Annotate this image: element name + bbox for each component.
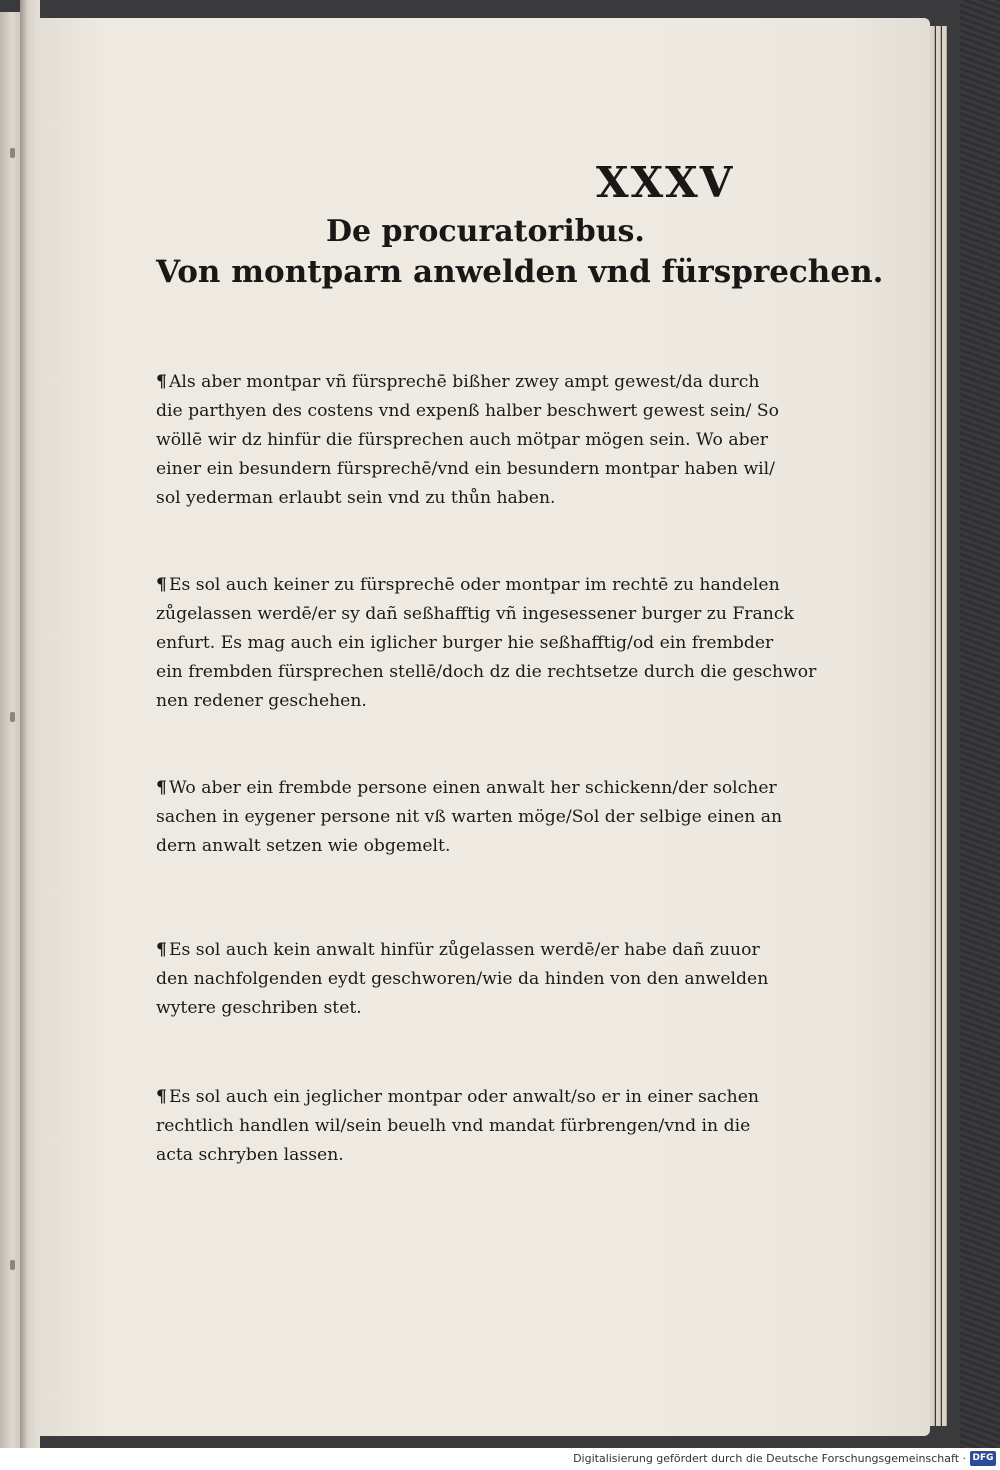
text-line: ¶ Es sol auch keiner zu fürsprechē oder montpar im rechtē zu handelen xyxy=(156,575,780,595)
text-line: ¶ Als aber montpar vñ fürsprechē bißher zwey ampt gewest/da durch xyxy=(156,372,760,392)
paragraph-5 xyxy=(156,1083,776,1170)
binding-thread-mark xyxy=(10,148,15,158)
pilcrow-icon: ¶ xyxy=(156,1087,167,1107)
binding-thread-mark xyxy=(10,1260,15,1270)
text-line: rechtlich handlen wil/sein beuelh vnd mandat fürbrengen/vnd in die xyxy=(156,1116,751,1136)
pilcrow-icon: ¶ xyxy=(156,778,167,798)
binding-thread-mark xyxy=(10,712,15,722)
dfg-logo: DFG xyxy=(970,1451,996,1466)
text-line: acta schryben lassen. xyxy=(156,1145,344,1165)
text-line: ¶ Es sol auch ein jeglicher montpar oder anwalt/so er in einer sachen xyxy=(156,1087,759,1107)
heading-latin: De procuratoribus. xyxy=(326,214,645,249)
text-line: sol yederman erlaubt sein vnd zu thůn haben. xyxy=(156,488,556,508)
paragraph-1 xyxy=(156,368,779,513)
paragraph-3 xyxy=(156,774,783,861)
pilcrow-icon: ¶ xyxy=(156,372,167,392)
text-line: sachen in eygener persone nit vß warten möge/Sol der selbige einen an xyxy=(156,807,783,827)
text-line: ein frembden fürsprechen stellē/doch dz die rechtsetze durch die geschwor xyxy=(156,662,817,682)
text-line: ¶ Es sol auch kein anwalt hinfür zůgelassen werdē/er habe dañ zuuor xyxy=(156,940,760,960)
folio-number: XXXV xyxy=(596,158,735,207)
text-line: nen redener geschehen. xyxy=(156,691,367,711)
book-cover-edge xyxy=(960,0,1000,1448)
heading-german: Von montparn anwelden vnd fürsprechen. xyxy=(156,254,884,290)
paragraph-2 xyxy=(156,571,817,716)
pilcrow-icon: ¶ xyxy=(156,575,167,595)
facing-page-edge xyxy=(0,12,20,1448)
footer-bar xyxy=(0,1448,1000,1470)
paragraph-4 xyxy=(156,936,776,1023)
page-edge-stack xyxy=(930,26,935,1426)
text-line: die parthyen des costens vnd expenß halber beschwert gewest sein/ So xyxy=(156,401,779,421)
text-line: dern anwalt setzen wie obgemelt. xyxy=(156,836,451,856)
text-line: den nachfolgenden eydt geschworen/wie da hinden von den anwelden xyxy=(156,969,769,989)
text-line: ¶ Wo aber ein frembde persone einen anwalt her schickenn/der solcher xyxy=(156,778,777,798)
funding-credit: Digitalisierung gefördert durch die Deutsche Forschungsgemeinschaft · xyxy=(573,1452,966,1465)
page-edge-stack xyxy=(936,26,941,1426)
pilcrow-icon: ¶ xyxy=(156,940,167,960)
text-line: wytere geschriben stet. xyxy=(156,998,362,1018)
text-line: zůgelassen werdē/er sy dañ seßhafftig vñ ingesessener burger zu Franck xyxy=(156,604,794,624)
text-line: wöllē wir dz hinfür die fürsprechen auch mötpar mögen sein. Wo aber xyxy=(156,430,768,450)
page-edge-stack xyxy=(942,26,947,1426)
text-line: einer ein besundern fürsprechē/vnd ein besundern montpar haben wil/ xyxy=(156,459,775,479)
text-line: enfurt. Es mag auch ein iglicher burger hie seßhafftig/od ein frembder xyxy=(156,633,774,653)
